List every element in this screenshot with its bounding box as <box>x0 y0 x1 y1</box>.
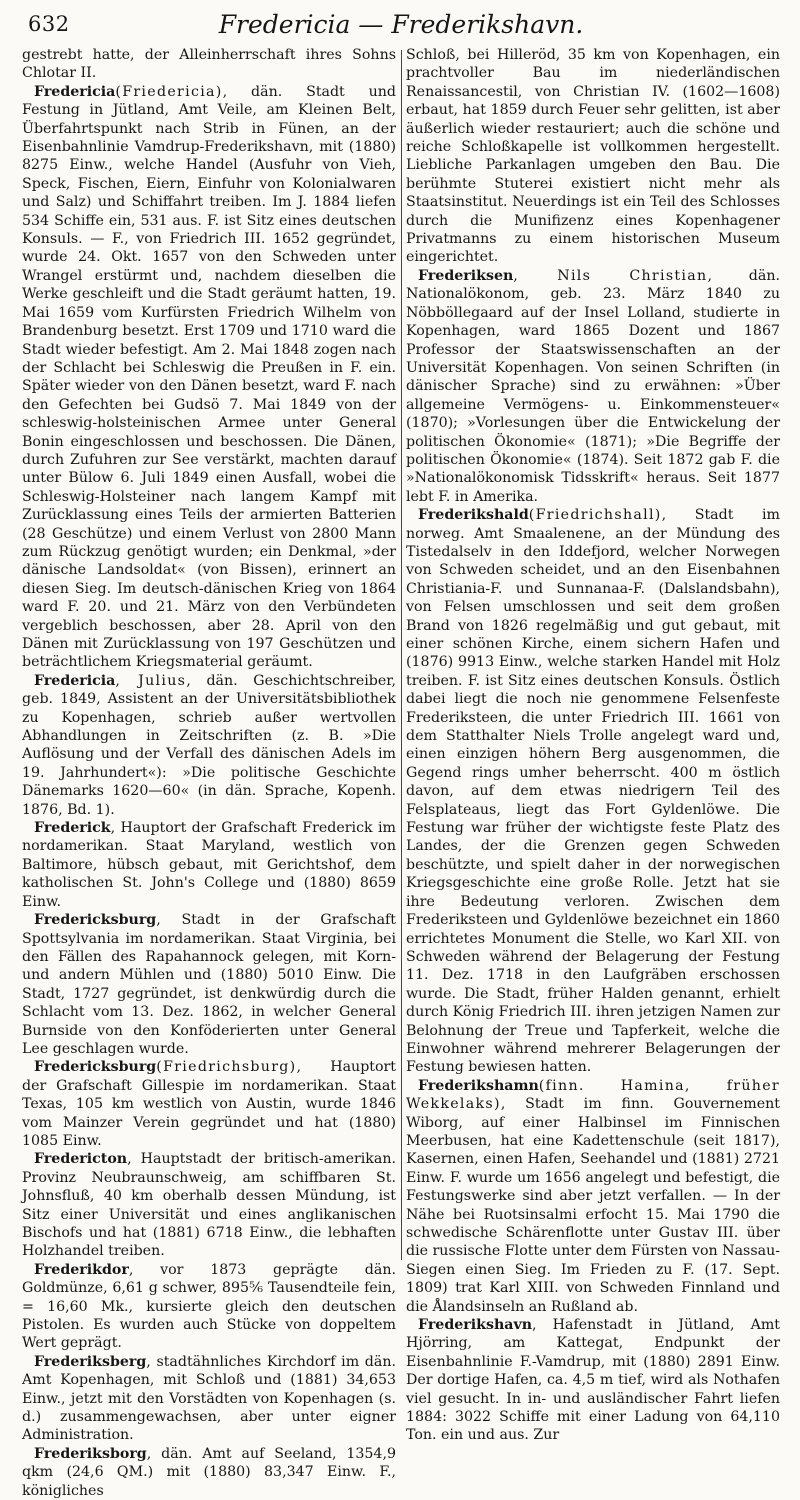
entry-text: , dän. Amt auf Seeland, 1354,9 qkm (24,6 QM.) mit (1880) 83,347 Einw. F., königliches <box>22 1445 396 1499</box>
entry <box>22 1445 396 1500</box>
entry-headword: Fredericksburg <box>34 1059 157 1076</box>
entry <box>22 672 396 819</box>
entry <box>22 1353 396 1445</box>
entry-text: , Stadt im norweg. Amt Smaalenene, an der Mündung des Tistedalselv in den Iddefjord, welcher Norwegen von Schweden scheidet, und an den Eisenbahnen Christiania-F. und Sunnanaa-F. (Dalslandsbahn), von Felsen umschlossen und seit dem großen Brand von 1826 regelmäßig und gut gebaut, mit einer schönen Kirche, einem sichern Hafen und (1876) 9913 Einw., welche starken Handel mit Holz treiben. F. ist Sitz eines deutschen Konsuls. Östlich dabei liegt die noch nie genommene Felsenfeste Frederiksteen, die unter Friedrich III. 1661 von dem Statthalter Niels Trolle angelegt ward und, einen einzigen höhern Berg ausgenommen, die Gegend rings umher beherrscht. 400 m östlich davon, auf dem etwas niedrigern Teil des Felsplateaus, liegt das Fort Gyldenlöwe. Die Festung war früher der wichtigste feste Platz des Landes, der die Grenzen gegen Schweden beschützte, und spielt daher in der norwegischen Kriegsgeschichte eine große Rolle. Jetzt hat sie ihre Bedeutung verloren. Zwischen dem Frederiksteen und Gyldenlöwe bezeichnet ein 1860 errichtetes Monument die Stelle, wo Karl XII. von Schweden während der Belagerung der Festung 11. Dez. 1718 in den Laufgräben erschossen wurde. Die Stadt, früher Halden genannt, erhielt durch König Friedrich III. ihren jetzigen Namen zur Belohnung der Treue und Tapferkeit, welche die Einwohner während mehrerer Belagerungen der Festung bewiesen hatten. <box>406 507 780 1076</box>
entry-headword: Frederick <box>34 820 111 837</box>
entry-text: , Stadt im finn. Gouvernement Wiborg, auf einer Halbinsel im Finnischen Meerbusen, hat eine Kadettenschule (seit 1817), Kasernen, einen Hafen, Seehandel und (1881) 2721 Einw. F. wurde um 1656 angelegt und befestigt, die Festungswerke sind aber jetzt verfallen. — In der Nähe bei Ruotsinsalmi erfocht 15. Mai 1790 die schwedische Schärenflotte unter Gustav III. über die russische Flotte unter dem Fürsten von Nassau-Siegen einen Sieg. Im Frieden zu F. (17. Sept. 1809) trat Karl XIII. von Schweden Finnland und die Ålandsinseln an Rußland ab. <box>406 1096 780 1315</box>
entry-text: gestrebt hatte, der Alleinherrschaft ihres Sohns Chlotar II. <box>22 47 396 82</box>
entry-gloss: (finn. Hamina, früher Wekkelaks) <box>406 1077 780 1113</box>
entry <box>406 46 780 267</box>
entry <box>406 1316 780 1445</box>
entry-headword: Frederikshavn <box>418 1317 533 1334</box>
entry-text: , Hauptstadt der britisch-amerikan. Provinz Neubraunschweig, am schiffbaren St. Johnsfluß, 40 km oberhalb dessen Mündung, ist Sitz einer Universität und eines anglikanischen Bischofs und hat (1881) 6718 Einw., die lebhaften Holzhandel treiben. <box>22 1151 396 1260</box>
entry-gloss: , Julius <box>115 672 187 689</box>
entry-gloss: (Friedrichsburg) <box>156 1059 297 1076</box>
left-column <box>22 46 396 1499</box>
entry-headword: Frederiksen <box>418 267 514 284</box>
entry-gloss: , Nils Christian <box>513 267 708 284</box>
right-column <box>406 46 780 1444</box>
entry-text: , dän. Stadt und Festung in Jütland, Amt Veile, am Kleinen Belt, Überfahrtspunkt nach Strib in Fünen, an der Eisenbahnlinie Vamdrup-Frederikshavn, mit (1880) 8275 Einw., welche Handel (Ausfuhr von Vieh, Speck, Fischen, Eiern, Einfuhr von Kolonialwaren und Salz) und Schiffahrt treiben. Im J. 1884 liefen 534 Schiffe ein, 531 aus. F. ist Sitz eines deutschen Konsuls. — F., von Friedrich III. 1652 gegründet, wurde 24. Okt. 1657 von den Schweden unter Wrangel erstürmt und, nachdem dieselben die Werke geschleift und die Stadt geräumt hatten, 19. Mai 1659 vom Kurfürsten Friedrich Wilhelm von Brandenburg besetzt. Erst 1709 und 1710 ward die Stadt wieder befestigt. Am 2. Mai 1848 zogen nach der Schlacht bei Schleswig die Preußen in F. ein. Später wieder von den Dänen besetzt, ward F. nach den Gefechten bei Gudsö 7. Mai 1849 von der schleswig-holsteinischen Armee unter General Bonin eingeschlossen und beschossen. Die Dänen, durch Zufuhren zur See verstärkt, machten darauf unter Bülow 6. Juli 1849 einen Ausfall, wobei die Schleswig-Holsteiner nach langem Kampf mit Zurücklassung eines Teils der armierten Batterien (28 Geschütze) und einem Verlust von 2800 Mann zum Rückzug genötigt wurden; ein Denkmal, »der dänische Landsoldat« (von Bissen), erinnert an diesen Sieg. Im deutsch-dänischen Krieg von 1864 ward F. 20. und 21. März von den Verbündeten vergeblich beschossen, aber 28. April von den Dänen mit Zurücklassung von 197 Geschützen und beträchtlichem Kriegsmaterial geräumt. <box>22 83 396 671</box>
entry-headword: Fredericton <box>34 1151 128 1168</box>
entry-text: , dän. Nationalökonom, geb. 23. März 1840 zu Nöbböllegaard auf der Insel Lolland, studierte in Kopenhagen, ward 1865 Dozent und 1867 Professor der Staatswissenschaften an der Universität Kopenhagen. Von seinen Schriften (in dänischer Sprache) sind zu erwähnen: »Über allgemeine Vermögens- u. Einkommensteuer« (1870); »Vorlesungen über die Entwickelung der politischen Ökonomie« (1871); »Die Begriffe der politischen Ökonomie« (1874). Seit 1872 gab F. die »Nationalökonomisk Tidsskrift« heraus. Seit 1877 lebt F. in Amerika. <box>406 267 780 505</box>
entry-text: Schloß, bei Hilleröd, 35 km von Kopenhagen, ein prachtvoller Bau im niederländischen Renaissancestil, von Christian IV. (1602—1608) erbaut, hat 1859 durch Feuer sehr gelitten, ist aber äußerlich wieder restauriert; auch die schöne und reiche Schloßkapelle ist vollkommen hergestellt. Liebliche Parkanlagen umgeben den Bau. Die berühmte Stuterei existiert nicht mehr als Staatsinstitut. Neuerdings ist ein Teil des Schlosses durch die Munifizenz eines Kopenhagener Privatmanns zu einem historischen Museum eingerichtet. <box>406 47 780 266</box>
entry <box>22 1261 396 1353</box>
entry-headword: Frederikshald <box>418 507 529 524</box>
entry-headword: Fredericia <box>34 83 116 100</box>
running-head: Fredericia — Frederikshavn. <box>218 10 584 39</box>
entry-headword: Frederikdor <box>34 1261 129 1278</box>
entry-headword: Frederiksberg <box>34 1353 147 1370</box>
entry <box>22 819 396 911</box>
entry <box>406 267 780 506</box>
entry-headword: Frederikshamn <box>418 1077 539 1094</box>
page-header <box>22 10 780 46</box>
entry <box>22 1058 396 1150</box>
entry-text: , dän. Geschichtschreiber, geb. 1849, Assistent an der Universitätsbibliothek zu Kopenhagen, schrieb außer wertvollen Abhandlungen in Zeitschriften (z. B. »Die Auflösung und der Verfall des dänischen Adels im 19. Jahrhundert«): »Die politische Geschichte Dänemarks 1620—60« (in dän. Sprache, Kopenh. 1876, Bd. 1). <box>22 672 396 818</box>
entry-text: , Hauptort der Grafschaft Gillespie im nordamerikan. Staat Texas, 105 km westlich von Austin, wurde 1846 vom Mainzer Verein gegründet und hat (1880) 1085 Einw. <box>22 1059 396 1149</box>
entry <box>406 1077 780 1316</box>
text-columns <box>22 46 780 1499</box>
page-number: 632 <box>28 12 70 36</box>
entry-text: , Hafenstadt in Jütland, Amt Hjörring, am Kattegat, Endpunkt der Eisenbahnlinie F.-Vamdrup, mit (1880) 2891 Einw. Der dortige Hafen, ca. 4,5 m tief, wird als Nothafen viel gesucht. In in- und ausländischer Fahrt liefen 1884: 3022 Schiffe mit einer Ladung von 64,110 Ton. ein und aus. Zur <box>406 1317 780 1444</box>
entry-text: , vor 1873 geprägte dän. Goldmünze, 6,61 g schwer, 895⅚ Tausendteile fein, = 16,60 Mk., kursierte gleich den deutschen Pistolen. Es wurden auch Stücke von doppeltem Wert geprägt. <box>22 1261 396 1352</box>
entry-headword: Fredericksburg <box>34 912 157 929</box>
entry-text: , stadtähnliches Kirchdorf im dän. Amt Kopenhagen, mit Schloß und (1881) 34,653 Einw., jetzt mit den Vorstädten von Kopenhagen (s. d.) zusammengewachsen, aber unter eigner Administration. <box>22 1353 396 1444</box>
entry-gloss: (Friedericia) <box>115 83 223 100</box>
column-rule <box>401 50 402 1260</box>
entry-headword: Frederiksborg <box>34 1445 147 1462</box>
entry <box>22 83 396 672</box>
entry <box>22 911 396 1058</box>
entry-text: , Stadt in der Grafschaft Spottsylvania im nordamerikan. Staat Virginia, bei den Fällen des Rapahannock gelegen, mit Korn- und andern Mühlen und (1880) 5010 Einw. Die Stadt, 1727 gegründet, ist denkwürdig durch die Schlacht vom 13. Dez. 1862, in welcher General Burnside von den Konföderierten unter General Lee geschlagen wurde. <box>22 912 396 1057</box>
entry <box>22 1150 396 1260</box>
entry-text: , Hauptort der Grafschaft Frederick im nordamerikan. Staat Maryland, westlich von Baltimore, hübsch gebaut, mit Gerichtshof, dem katholischen St. John's College und (1880) 8659 Einw. <box>22 820 396 910</box>
entry-headword: Fredericia <box>34 672 116 689</box>
entry <box>22 46 396 83</box>
entry <box>406 506 780 1077</box>
entry-gloss: (Friedrichshall) <box>528 507 662 524</box>
